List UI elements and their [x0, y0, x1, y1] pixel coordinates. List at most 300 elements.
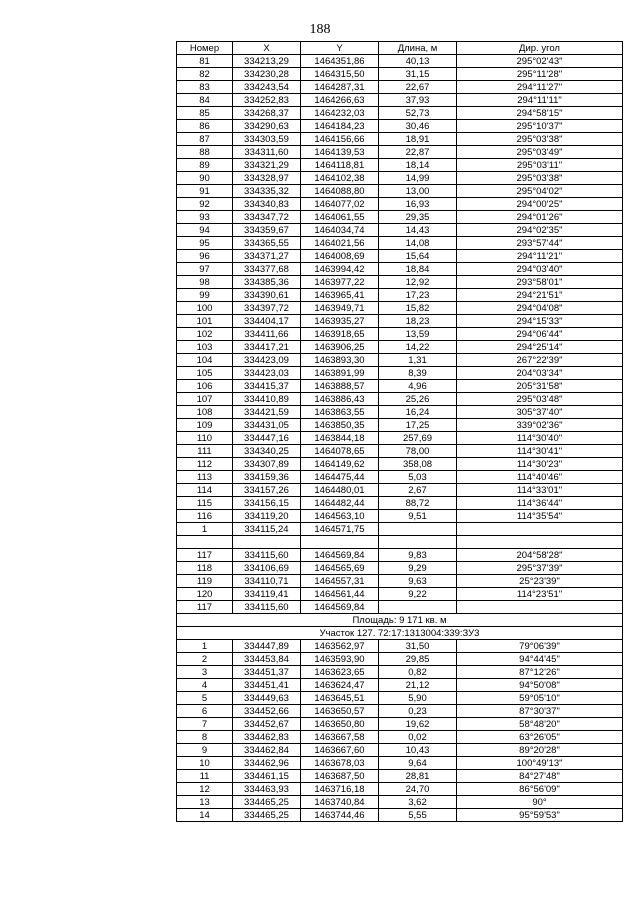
length-cell: 0,23 — [379, 705, 457, 718]
table-row — [177, 692, 623, 705]
y-coordinate-cell: 1463667,60 — [301, 744, 379, 757]
length-cell — [379, 523, 457, 536]
direction-angle-cell: 295°11'28" — [457, 68, 623, 81]
direction-angle-cell: 294°58'15" — [457, 107, 623, 120]
direction-angle-cell: 114°36'44" — [457, 497, 623, 510]
x-coordinate-cell — [233, 536, 301, 549]
length-cell: 18,91 — [379, 133, 457, 146]
table-row — [177, 120, 623, 133]
length-cell: 19,62 — [379, 718, 457, 731]
y-coordinate-cell: 1463906,25 — [301, 341, 379, 354]
point-number-cell: 120 — [177, 588, 233, 601]
length-cell: 37,93 — [379, 94, 457, 107]
table-row — [177, 679, 623, 692]
length-cell: 4,96 — [379, 380, 457, 393]
x-coordinate-cell: 334451,41 — [233, 679, 301, 692]
length-cell: 31,15 — [379, 68, 457, 81]
x-coordinate-cell: 334115,60 — [233, 601, 301, 614]
point-number-cell: 8 — [177, 731, 233, 744]
point-number-cell: 2 — [177, 653, 233, 666]
point-number-cell: 112 — [177, 458, 233, 471]
header-length: Длина, м — [379, 42, 457, 55]
direction-angle-cell: 295°03'11" — [457, 159, 623, 172]
y-coordinate-cell: 1463891,99 — [301, 367, 379, 380]
y-coordinate-cell: 1464287,31 — [301, 81, 379, 94]
point-number-cell: 92 — [177, 198, 233, 211]
point-number-cell: 91 — [177, 185, 233, 198]
point-number-cell: 116 — [177, 510, 233, 523]
point-number-cell: 103 — [177, 341, 233, 354]
length-cell: 18,23 — [379, 315, 457, 328]
length-cell: 358,08 — [379, 458, 457, 471]
direction-angle-cell: 89°20'28" — [457, 744, 623, 757]
x-coordinate-cell: 334421,59 — [233, 406, 301, 419]
length-cell: 10,43 — [379, 744, 457, 757]
direction-angle-cell — [457, 536, 623, 549]
x-coordinate-cell: 334268,37 — [233, 107, 301, 120]
direction-angle-cell: 114°30'40" — [457, 432, 623, 445]
x-coordinate-cell: 334415,37 — [233, 380, 301, 393]
point-number-cell: 85 — [177, 107, 233, 120]
parcel-label: Участок 127. 72:17:1313004:339:ЗУ3 — [177, 627, 623, 640]
y-coordinate-cell: 1464266,63 — [301, 94, 379, 107]
y-coordinate-cell: 1463650,80 — [301, 718, 379, 731]
direction-angle-cell: 87°30'37" — [457, 705, 623, 718]
length-cell — [379, 536, 457, 549]
length-cell: 16,24 — [379, 406, 457, 419]
y-coordinate-cell: 1464571,75 — [301, 523, 379, 536]
point-number-cell: 82 — [177, 68, 233, 81]
x-coordinate-cell: 334404,17 — [233, 315, 301, 328]
table-row — [177, 419, 623, 432]
y-coordinate-cell: 1463994,42 — [301, 263, 379, 276]
direction-angle-cell: 114°40'46" — [457, 471, 623, 484]
y-coordinate-cell: 1463650,57 — [301, 705, 379, 718]
x-coordinate-cell: 334390,61 — [233, 289, 301, 302]
direction-angle-cell: 305°37'40" — [457, 406, 623, 419]
length-cell: 14,99 — [379, 172, 457, 185]
table-header-row — [177, 42, 623, 55]
x-coordinate-cell: 334110,71 — [233, 575, 301, 588]
direction-angle-cell: 294°21'51" — [457, 289, 623, 302]
point-number-cell: 3 — [177, 666, 233, 679]
x-coordinate-cell: 334453,84 — [233, 653, 301, 666]
y-coordinate-cell: 1463624,47 — [301, 679, 379, 692]
direction-angle-cell: 59°05'10" — [457, 692, 623, 705]
x-coordinate-cell: 334252,83 — [233, 94, 301, 107]
direction-angle-cell — [457, 601, 623, 614]
table-row — [177, 341, 623, 354]
x-coordinate-cell: 334452,67 — [233, 718, 301, 731]
table-row — [177, 185, 623, 198]
x-coordinate-cell: 334157,26 — [233, 484, 301, 497]
point-number-cell: 81 — [177, 55, 233, 68]
area-row — [177, 614, 623, 627]
table-row — [177, 302, 623, 315]
y-coordinate-cell: 1464118,81 — [301, 159, 379, 172]
table-row — [177, 497, 623, 510]
point-number-cell: 109 — [177, 419, 233, 432]
table-row — [177, 744, 623, 757]
table-row — [177, 250, 623, 263]
table-row — [177, 575, 623, 588]
y-coordinate-cell: 1464351,86 — [301, 55, 379, 68]
y-coordinate-cell: 1463678,03 — [301, 757, 379, 770]
table-row — [177, 562, 623, 575]
direction-angle-cell: 114°30'41" — [457, 445, 623, 458]
point-number-cell — [177, 536, 233, 549]
x-coordinate-cell: 334365,55 — [233, 237, 301, 250]
point-number-cell: 98 — [177, 276, 233, 289]
y-coordinate-cell: 1464078,65 — [301, 445, 379, 458]
y-coordinate-cell: 1464315,50 — [301, 68, 379, 81]
y-coordinate-cell: 1463593,90 — [301, 653, 379, 666]
length-cell: 3,62 — [379, 796, 457, 809]
direction-angle-cell: 294°01'26" — [457, 211, 623, 224]
length-cell: 15,82 — [379, 302, 457, 315]
direction-angle-cell: 100°49'13" — [457, 757, 623, 770]
table-row — [177, 432, 623, 445]
direction-angle-cell: 58°48'20" — [457, 718, 623, 731]
header-number: Номер — [177, 42, 233, 55]
table-row — [177, 172, 623, 185]
length-cell: 5,90 — [379, 692, 457, 705]
x-coordinate-cell: 334347,72 — [233, 211, 301, 224]
x-coordinate-cell: 334449,63 — [233, 692, 301, 705]
x-coordinate-cell: 334461,15 — [233, 770, 301, 783]
table-row — [177, 705, 623, 718]
point-number-cell: 114 — [177, 484, 233, 497]
x-coordinate-cell: 334462,83 — [233, 731, 301, 744]
point-number-cell: 110 — [177, 432, 233, 445]
y-coordinate-cell: 1463949,71 — [301, 302, 379, 315]
length-cell — [379, 601, 457, 614]
point-number-cell: 113 — [177, 471, 233, 484]
direction-angle-cell: 295°10'37" — [457, 120, 623, 133]
x-coordinate-cell: 334411,66 — [233, 328, 301, 341]
point-number-cell: 86 — [177, 120, 233, 133]
point-number-cell: 9 — [177, 744, 233, 757]
direction-angle-cell: 294°11'27" — [457, 81, 623, 94]
x-coordinate-cell: 334371,27 — [233, 250, 301, 263]
direction-angle-cell: 293°58'01" — [457, 276, 623, 289]
point-number-cell: 1 — [177, 640, 233, 653]
x-coordinate-cell: 334307,89 — [233, 458, 301, 471]
table-row — [177, 263, 623, 276]
x-coordinate-cell: 334335,32 — [233, 185, 301, 198]
direction-angle-cell: 205°31'58" — [457, 380, 623, 393]
area-label: Площадь: 9 171 кв. м — [177, 614, 623, 627]
point-number-cell: 84 — [177, 94, 233, 107]
y-coordinate-cell: 1463740,84 — [301, 796, 379, 809]
length-cell: 9,63 — [379, 575, 457, 588]
length-cell: 257,69 — [379, 432, 457, 445]
table-row — [177, 796, 623, 809]
x-coordinate-cell: 334462,84 — [233, 744, 301, 757]
table-row — [177, 354, 623, 367]
y-coordinate-cell: 1463918,65 — [301, 328, 379, 341]
direction-angle-cell: 94°50'08" — [457, 679, 623, 692]
x-coordinate-cell: 334303,59 — [233, 133, 301, 146]
table-row — [177, 666, 623, 679]
point-number-cell: 6 — [177, 705, 233, 718]
length-cell: 29,85 — [379, 653, 457, 666]
direction-angle-cell: 295°37'39" — [457, 562, 623, 575]
x-coordinate-cell: 334452,66 — [233, 705, 301, 718]
table-row — [177, 380, 623, 393]
table-row — [177, 198, 623, 211]
y-coordinate-cell: 1463965,41 — [301, 289, 379, 302]
table-row — [177, 536, 623, 549]
table-row — [177, 159, 623, 172]
x-coordinate-cell: 334156,15 — [233, 497, 301, 510]
direction-angle-cell: 294°25'14" — [457, 341, 623, 354]
length-cell: 9,64 — [379, 757, 457, 770]
point-number-cell: 83 — [177, 81, 233, 94]
table-row — [177, 458, 623, 471]
table-row — [177, 445, 623, 458]
length-cell: 78,00 — [379, 445, 457, 458]
table-row — [177, 328, 623, 341]
length-cell: 28,81 — [379, 770, 457, 783]
direction-angle-cell: 114°33'01" — [457, 484, 623, 497]
table-row — [177, 510, 623, 523]
table-row — [177, 237, 623, 250]
page-number: 188 — [309, 22, 331, 37]
direction-angle-cell: 114°30'23" — [457, 458, 623, 471]
y-coordinate-cell — [301, 536, 379, 549]
length-cell: 25,26 — [379, 393, 457, 406]
x-coordinate-cell: 334447,16 — [233, 432, 301, 445]
length-cell: 18,14 — [379, 159, 457, 172]
direction-angle-cell: 293°57'44" — [457, 237, 623, 250]
point-number-cell: 99 — [177, 289, 233, 302]
table-row — [177, 588, 623, 601]
point-number-cell: 12 — [177, 783, 233, 796]
direction-angle-cell: 294°11'11" — [457, 94, 623, 107]
length-cell: 9,83 — [379, 549, 457, 562]
point-number-cell: 88 — [177, 146, 233, 159]
direction-angle-cell: 295°03'48" — [457, 393, 623, 406]
y-coordinate-cell: 1463863,55 — [301, 406, 379, 419]
length-cell: 40,13 — [379, 55, 457, 68]
y-coordinate-cell: 1463623,65 — [301, 666, 379, 679]
table-row — [177, 81, 623, 94]
y-coordinate-cell: 1464563,10 — [301, 510, 379, 523]
table-row — [177, 484, 623, 497]
table-row — [177, 406, 623, 419]
direction-angle-cell: 79°06'39" — [457, 640, 623, 653]
direction-angle-cell: 84°27'48" — [457, 770, 623, 783]
y-coordinate-cell: 1464475,44 — [301, 471, 379, 484]
length-cell: 13,00 — [379, 185, 457, 198]
length-cell: 24,70 — [379, 783, 457, 796]
length-cell: 2,67 — [379, 484, 457, 497]
length-cell: 22,67 — [379, 81, 457, 94]
direction-angle-cell: 295°04'02" — [457, 185, 623, 198]
x-coordinate-cell: 334447,89 — [233, 640, 301, 653]
table-row — [177, 731, 623, 744]
point-number-cell: 102 — [177, 328, 233, 341]
y-coordinate-cell: 1464077,02 — [301, 198, 379, 211]
point-number-cell: 93 — [177, 211, 233, 224]
direction-angle-cell: 294°02'35" — [457, 224, 623, 237]
x-coordinate-cell: 334230,28 — [233, 68, 301, 81]
x-coordinate-cell: 334115,24 — [233, 523, 301, 536]
x-coordinate-cell: 334410,89 — [233, 393, 301, 406]
y-coordinate-cell: 1464156,66 — [301, 133, 379, 146]
direction-angle-cell: 86°56'09" — [457, 783, 623, 796]
point-number-cell: 13 — [177, 796, 233, 809]
header-y: Y — [301, 42, 379, 55]
table-row — [177, 523, 623, 536]
x-coordinate-cell: 334340,25 — [233, 445, 301, 458]
header-x: X — [233, 42, 301, 55]
y-coordinate-cell: 1464565,69 — [301, 562, 379, 575]
x-coordinate-cell: 334417,21 — [233, 341, 301, 354]
point-number-cell: 1 — [177, 523, 233, 536]
section-2-body — [177, 640, 623, 822]
y-coordinate-cell: 1463850,35 — [301, 419, 379, 432]
x-coordinate-cell: 334290,63 — [233, 120, 301, 133]
x-coordinate-cell: 334451,37 — [233, 666, 301, 679]
point-number-cell: 104 — [177, 354, 233, 367]
x-coordinate-cell: 334431,05 — [233, 419, 301, 432]
y-coordinate-cell: 1464569,84 — [301, 601, 379, 614]
length-cell: 0,82 — [379, 666, 457, 679]
table-row — [177, 770, 623, 783]
length-cell: 1,31 — [379, 354, 457, 367]
y-coordinate-cell: 1463562,97 — [301, 640, 379, 653]
table-row — [177, 289, 623, 302]
direction-angle-cell: 294°00'25" — [457, 198, 623, 211]
y-coordinate-cell: 1464008,69 — [301, 250, 379, 263]
length-cell: 14,22 — [379, 341, 457, 354]
table-row — [177, 601, 623, 614]
y-coordinate-cell: 1463886,43 — [301, 393, 379, 406]
length-cell: 9,29 — [379, 562, 457, 575]
x-coordinate-cell: 334423,03 — [233, 367, 301, 380]
y-coordinate-cell: 1463716,18 — [301, 783, 379, 796]
length-cell: 5,03 — [379, 471, 457, 484]
y-coordinate-cell: 1464088,80 — [301, 185, 379, 198]
direction-angle-cell: 90° — [457, 796, 623, 809]
table-row — [177, 55, 623, 68]
point-number-cell: 4 — [177, 679, 233, 692]
table-row — [177, 393, 623, 406]
point-number-cell: 106 — [177, 380, 233, 393]
direction-angle-cell: 95°59'53" — [457, 809, 623, 822]
point-number-cell: 118 — [177, 562, 233, 575]
direction-angle-cell: 295°03'49" — [457, 146, 623, 159]
length-cell: 52,73 — [379, 107, 457, 120]
table-row — [177, 315, 623, 328]
y-coordinate-cell: 1463687,50 — [301, 770, 379, 783]
length-cell: 9,22 — [379, 588, 457, 601]
length-cell: 88,72 — [379, 497, 457, 510]
x-coordinate-cell: 334243,54 — [233, 81, 301, 94]
direction-angle-cell: 294°15'33" — [457, 315, 623, 328]
y-coordinate-cell: 1463645,51 — [301, 692, 379, 705]
table-row — [177, 146, 623, 159]
point-number-cell: 87 — [177, 133, 233, 146]
direction-angle-cell: 294°06'44" — [457, 328, 623, 341]
table-row — [177, 211, 623, 224]
direction-angle-cell: 295°03'38" — [457, 172, 623, 185]
y-coordinate-cell: 1464061,55 — [301, 211, 379, 224]
point-number-cell: 89 — [177, 159, 233, 172]
table-row — [177, 94, 623, 107]
table-row — [177, 367, 623, 380]
direction-angle-cell: 204°58'28" — [457, 549, 623, 562]
length-cell: 16,93 — [379, 198, 457, 211]
x-coordinate-cell: 334397,72 — [233, 302, 301, 315]
coordinates-table — [176, 41, 623, 822]
x-coordinate-cell: 334159,36 — [233, 471, 301, 484]
point-number-cell: 7 — [177, 718, 233, 731]
section-1-body — [177, 55, 623, 614]
table-row — [177, 718, 623, 731]
y-coordinate-cell: 1464557,31 — [301, 575, 379, 588]
x-coordinate-cell: 334321,29 — [233, 159, 301, 172]
x-coordinate-cell: 334106,69 — [233, 562, 301, 575]
x-coordinate-cell: 334328,97 — [233, 172, 301, 185]
x-coordinate-cell: 334213,29 — [233, 55, 301, 68]
table-row — [177, 224, 623, 237]
point-number-cell: 117 — [177, 601, 233, 614]
y-coordinate-cell: 1464034,74 — [301, 224, 379, 237]
y-coordinate-cell: 1464480,01 — [301, 484, 379, 497]
table-row — [177, 757, 623, 770]
length-cell: 14,08 — [379, 237, 457, 250]
direction-angle-cell: 267°22'39" — [457, 354, 623, 367]
y-coordinate-cell: 1463844,18 — [301, 432, 379, 445]
y-coordinate-cell: 1463667,58 — [301, 731, 379, 744]
direction-angle-cell: 114°23'51" — [457, 588, 623, 601]
y-coordinate-cell: 1463935,27 — [301, 315, 379, 328]
length-cell: 0,02 — [379, 731, 457, 744]
point-number-cell: 100 — [177, 302, 233, 315]
direction-angle-cell: 114°35'54" — [457, 510, 623, 523]
x-coordinate-cell: 334423,09 — [233, 354, 301, 367]
y-coordinate-cell: 1464569,84 — [301, 549, 379, 562]
y-coordinate-cell: 1464102,38 — [301, 172, 379, 185]
point-number-cell: 10 — [177, 757, 233, 770]
length-cell: 31,50 — [379, 640, 457, 653]
point-number-cell: 5 — [177, 692, 233, 705]
point-number-cell: 119 — [177, 575, 233, 588]
length-cell: 12,92 — [379, 276, 457, 289]
x-coordinate-cell: 334340,83 — [233, 198, 301, 211]
table-row — [177, 276, 623, 289]
point-number-cell: 95 — [177, 237, 233, 250]
point-number-cell: 96 — [177, 250, 233, 263]
length-cell: 29,35 — [379, 211, 457, 224]
x-coordinate-cell: 334115,60 — [233, 549, 301, 562]
direction-angle-cell: 94°44'45" — [457, 653, 623, 666]
x-coordinate-cell: 334119,41 — [233, 588, 301, 601]
point-number-cell: 90 — [177, 172, 233, 185]
length-cell: 5,55 — [379, 809, 457, 822]
table-row — [177, 471, 623, 484]
table-row — [177, 549, 623, 562]
table-row — [177, 809, 623, 822]
length-cell: 13,59 — [379, 328, 457, 341]
point-number-cell: 11 — [177, 770, 233, 783]
table-row — [177, 783, 623, 796]
point-number-cell: 101 — [177, 315, 233, 328]
x-coordinate-cell: 334462,96 — [233, 757, 301, 770]
